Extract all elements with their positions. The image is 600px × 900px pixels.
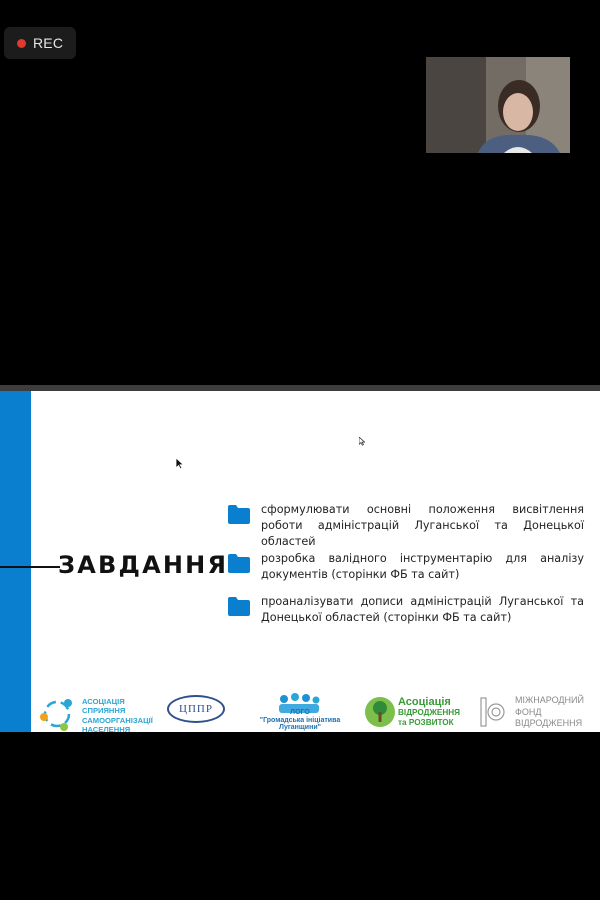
recording-indicator[interactable] xyxy=(4,27,76,59)
association-logo-text: АСОЦІАЦІЯ СПРИЯННЯ САМООРГАНІЗАЦІЇ НАСЕЛЕННЯ xyxy=(82,697,153,732)
fund-logo-icon xyxy=(480,697,506,727)
recording-label: REC xyxy=(33,35,64,51)
task-text: розробка валідного інструментарію для аналізу документів (сторінки ФБ та сайт) xyxy=(261,552,584,581)
task-text: проаналізувати дописи адміністрацій Луганської та Донецької областей (сторінки ФБ та сайт) xyxy=(261,595,584,624)
task-text: сформулювати основні положення висвітлення роботи адміністрацій Луганської та Донецької областей xyxy=(261,503,584,548)
participant-video[interactable] xyxy=(426,57,570,153)
fund-logo-text: МІЖНАРОДНИЙ ФОНД ВІДРОДЖЕННЯ xyxy=(515,695,584,728)
shared-slide xyxy=(0,391,600,732)
tree-logo-icon xyxy=(364,696,396,728)
cppr-logo: ЦППР xyxy=(167,695,225,723)
slide-title: ЗАВДАННЯ xyxy=(58,551,229,579)
partner-logos xyxy=(0,391,600,732)
association-logo-icon xyxy=(38,695,76,732)
record-dot-icon xyxy=(17,39,26,48)
revival-association-logo-text: Асоціація ВІДРОДЖЕННЯ та РОЗВИТОК xyxy=(398,696,461,727)
initiative-logo-text: ЛОГО "Громадська ініціатива Луганщини" xyxy=(259,709,341,731)
participant-video-frame xyxy=(426,57,570,153)
